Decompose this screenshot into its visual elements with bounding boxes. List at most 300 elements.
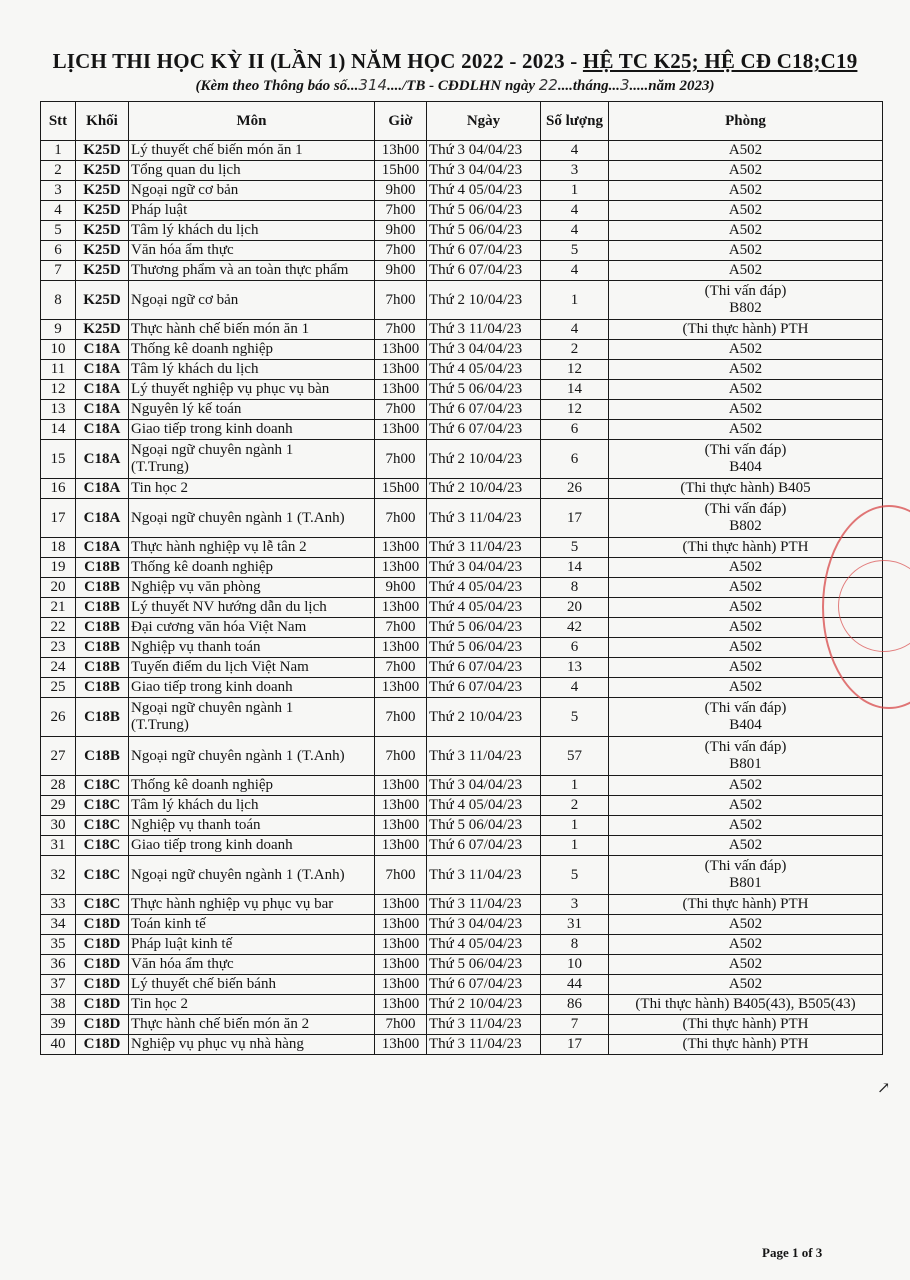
table-row bbox=[41, 698, 883, 737]
cell-so-luong: 14 bbox=[541, 558, 609, 578]
table-row bbox=[41, 638, 883, 658]
cell-phong: (Thi thực hành) PTH bbox=[609, 320, 883, 340]
cell-stt: 14 bbox=[41, 420, 76, 440]
cell-so-luong: 8 bbox=[541, 578, 609, 598]
col-header-stt: Stt bbox=[41, 102, 76, 141]
cell-mon: Ngoại ngữ cơ bản bbox=[129, 281, 375, 320]
cell-so-luong: 6 bbox=[541, 420, 609, 440]
cell-mon: Ngoại ngữ chuyên ngành 1 (T.Trung) bbox=[129, 698, 375, 737]
cell-stt: 11 bbox=[41, 360, 76, 380]
cell-mon: Thống kê doanh nghiệp bbox=[129, 340, 375, 360]
table-row bbox=[41, 161, 883, 181]
cell-ngay: Thứ 3 11/04/23 bbox=[427, 1015, 541, 1035]
cell-stt: 3 bbox=[41, 181, 76, 201]
cell-stt: 27 bbox=[41, 737, 76, 776]
cell-gio: 7h00 bbox=[375, 737, 427, 776]
cell-ngay: Thứ 3 11/04/23 bbox=[427, 856, 541, 895]
cell-phong: A502 bbox=[609, 420, 883, 440]
cell-mon: Tâm lý khách du lịch bbox=[129, 221, 375, 241]
table-row bbox=[41, 181, 883, 201]
table-row bbox=[41, 935, 883, 955]
cell-phong: A502 bbox=[609, 836, 883, 856]
cell-ngay: Thứ 5 06/04/23 bbox=[427, 618, 541, 638]
cell-gio: 7h00 bbox=[375, 440, 427, 479]
cell-khoi: C18A bbox=[76, 380, 129, 400]
cell-phong: A502 bbox=[609, 935, 883, 955]
cell-so-luong: 5 bbox=[541, 538, 609, 558]
cell-khoi: C18D bbox=[76, 1035, 129, 1055]
cell-mon: Tin học 2 bbox=[129, 479, 375, 499]
cell-ngay: Thứ 6 07/04/23 bbox=[427, 261, 541, 281]
cell-ngay: Thứ 4 05/04/23 bbox=[427, 360, 541, 380]
cell-stt: 21 bbox=[41, 598, 76, 618]
subtitle-suffix: .....năm 2023) bbox=[629, 78, 715, 94]
cell-ngay: Thứ 5 06/04/23 bbox=[427, 955, 541, 975]
col-header-ngay: Ngày bbox=[427, 102, 541, 141]
cell-phong: A502 bbox=[609, 558, 883, 578]
cell-so-luong: 3 bbox=[541, 161, 609, 181]
cell-gio: 9h00 bbox=[375, 181, 427, 201]
cell-stt: 6 bbox=[41, 241, 76, 261]
cell-phong: (Thi vấn đáp) B801 bbox=[609, 737, 883, 776]
cell-khoi: C18D bbox=[76, 955, 129, 975]
cell-khoi: C18A bbox=[76, 499, 129, 538]
table-row bbox=[41, 658, 883, 678]
document-subtitle bbox=[0, 76, 910, 95]
cell-gio: 13h00 bbox=[375, 598, 427, 618]
cell-khoi: C18A bbox=[76, 420, 129, 440]
cell-mon: Lý thuyết NV hướng dẫn du lịch bbox=[129, 598, 375, 618]
table-row bbox=[41, 836, 883, 856]
cell-stt: 17 bbox=[41, 499, 76, 538]
cell-phong: A502 bbox=[609, 678, 883, 698]
cell-khoi: C18C bbox=[76, 856, 129, 895]
cell-ngay: Thứ 2 10/04/23 bbox=[427, 440, 541, 479]
cell-phong: A502 bbox=[609, 261, 883, 281]
cell-ngay: Thứ 2 10/04/23 bbox=[427, 995, 541, 1015]
cell-phong: (Thi vấn đáp) B802 bbox=[609, 281, 883, 320]
cell-mon: Tin học 2 bbox=[129, 995, 375, 1015]
cell-ngay: Thứ 4 05/04/23 bbox=[427, 598, 541, 618]
cell-phong: A502 bbox=[609, 776, 883, 796]
cell-stt: 35 bbox=[41, 935, 76, 955]
cell-gio: 7h00 bbox=[375, 281, 427, 320]
cell-khoi: C18A bbox=[76, 360, 129, 380]
cell-so-luong: 6 bbox=[541, 440, 609, 479]
cell-ngay: Thứ 6 07/04/23 bbox=[427, 975, 541, 995]
cell-so-luong: 31 bbox=[541, 915, 609, 935]
cell-khoi: K25D bbox=[76, 320, 129, 340]
table-row bbox=[41, 895, 883, 915]
table-row bbox=[41, 479, 883, 499]
cell-stt: 38 bbox=[41, 995, 76, 1015]
exam-schedule-table bbox=[40, 101, 883, 1055]
cell-ngay: Thứ 4 05/04/23 bbox=[427, 796, 541, 816]
cell-stt: 7 bbox=[41, 261, 76, 281]
cell-phong: A502 bbox=[609, 340, 883, 360]
cell-stt: 12 bbox=[41, 380, 76, 400]
table-body bbox=[41, 141, 883, 1055]
subtitle-mid: ..../TB - CĐDLHN ngày bbox=[387, 78, 539, 94]
cell-gio: 13h00 bbox=[375, 380, 427, 400]
cell-gio: 13h00 bbox=[375, 796, 427, 816]
cell-mon: Thực hành chế biến món ăn 2 bbox=[129, 1015, 375, 1035]
cell-so-luong: 10 bbox=[541, 955, 609, 975]
table-row bbox=[41, 558, 883, 578]
cell-phong: (Thi thực hành) B405 bbox=[609, 479, 883, 499]
cell-phong: A502 bbox=[609, 658, 883, 678]
cell-gio: 7h00 bbox=[375, 658, 427, 678]
cell-phong: A502 bbox=[609, 201, 883, 221]
cell-gio: 13h00 bbox=[375, 995, 427, 1015]
cell-so-luong: 4 bbox=[541, 320, 609, 340]
title-underlined: HỆ TC K25; HỆ CĐ C18;C19 bbox=[582, 49, 858, 73]
cell-ngay: Thứ 6 07/04/23 bbox=[427, 658, 541, 678]
cell-ngay: Thứ 5 06/04/23 bbox=[427, 380, 541, 400]
cell-so-luong: 17 bbox=[541, 499, 609, 538]
cell-so-luong: 26 bbox=[541, 479, 609, 499]
cell-mon: Đại cương văn hóa Việt Nam bbox=[129, 618, 375, 638]
cell-mon: Nguyên lý kế toán bbox=[129, 400, 375, 420]
cell-khoi: C18B bbox=[76, 618, 129, 638]
cell-khoi: C18A bbox=[76, 479, 129, 499]
cell-mon: Pháp luật kinh tế bbox=[129, 935, 375, 955]
cell-ngay: Thứ 5 06/04/23 bbox=[427, 201, 541, 221]
table-row bbox=[41, 201, 883, 221]
cell-so-luong: 4 bbox=[541, 678, 609, 698]
cell-stt: 24 bbox=[41, 658, 76, 678]
cell-phong: (Thi thực hành) PTH bbox=[609, 1015, 883, 1035]
document-title bbox=[0, 49, 910, 74]
cell-phong: A502 bbox=[609, 598, 883, 618]
cell-ngay: Thứ 5 06/04/23 bbox=[427, 816, 541, 836]
cell-stt: 34 bbox=[41, 915, 76, 935]
cell-stt: 10 bbox=[41, 340, 76, 360]
cell-mon: Thương phẩm và an toàn thực phẩm bbox=[129, 261, 375, 281]
handwritten-day: 22 bbox=[538, 76, 558, 94]
cell-phong: (Thi thực hành) PTH bbox=[609, 538, 883, 558]
cell-so-luong: 12 bbox=[541, 400, 609, 420]
cell-khoi: C18A bbox=[76, 400, 129, 420]
table-row bbox=[41, 975, 883, 995]
table-row bbox=[41, 1015, 883, 1035]
cell-ngay: Thứ 3 11/04/23 bbox=[427, 538, 541, 558]
cell-gio: 13h00 bbox=[375, 638, 427, 658]
cell-khoi: K25D bbox=[76, 141, 129, 161]
handwritten-month: 3 bbox=[619, 76, 630, 94]
cell-gio: 13h00 bbox=[375, 935, 427, 955]
page-number: Page 1 of 3 bbox=[762, 1245, 823, 1260]
cell-khoi: C18C bbox=[76, 816, 129, 836]
cell-mon: Nghiệp vụ thanh toán bbox=[129, 816, 375, 836]
table-row bbox=[41, 796, 883, 816]
table-row bbox=[41, 955, 883, 975]
cell-so-luong: 86 bbox=[541, 995, 609, 1015]
cell-gio: 15h00 bbox=[375, 161, 427, 181]
cell-gio: 13h00 bbox=[375, 360, 427, 380]
cell-gio: 13h00 bbox=[375, 678, 427, 698]
table-row bbox=[41, 598, 883, 618]
cell-khoi: K25D bbox=[76, 261, 129, 281]
cell-phong: (Thi vấn đáp) B404 bbox=[609, 440, 883, 479]
cell-ngay: Thứ 3 11/04/23 bbox=[427, 895, 541, 915]
cell-so-luong: 17 bbox=[541, 1035, 609, 1055]
cell-khoi: C18B bbox=[76, 698, 129, 737]
table-row bbox=[41, 816, 883, 836]
table-row bbox=[41, 221, 883, 241]
cell-khoi: K25D bbox=[76, 241, 129, 261]
table-row bbox=[41, 340, 883, 360]
cell-so-luong: 14 bbox=[541, 380, 609, 400]
cell-phong: A502 bbox=[609, 161, 883, 181]
cell-ngay: Thứ 6 07/04/23 bbox=[427, 420, 541, 440]
cell-so-luong: 5 bbox=[541, 856, 609, 895]
cell-gio: 9h00 bbox=[375, 261, 427, 281]
cell-so-luong: 20 bbox=[541, 598, 609, 618]
cell-stt: 33 bbox=[41, 895, 76, 915]
table-row bbox=[41, 776, 883, 796]
cell-mon: Thực hành nghiệp vụ lễ tân 2 bbox=[129, 538, 375, 558]
cell-khoi: C18D bbox=[76, 1015, 129, 1035]
cell-so-luong: 8 bbox=[541, 935, 609, 955]
cell-so-luong: 5 bbox=[541, 698, 609, 737]
cell-ngay: Thứ 5 06/04/23 bbox=[427, 221, 541, 241]
cell-stt: 5 bbox=[41, 221, 76, 241]
cell-ngay: Thứ 3 11/04/23 bbox=[427, 320, 541, 340]
cell-phong: A502 bbox=[609, 241, 883, 261]
table-row bbox=[41, 1035, 883, 1055]
cell-so-luong: 5 bbox=[541, 241, 609, 261]
cell-ngay: Thứ 5 06/04/23 bbox=[427, 638, 541, 658]
cell-gio: 15h00 bbox=[375, 479, 427, 499]
cell-khoi: C18B bbox=[76, 598, 129, 618]
cell-stt: 13 bbox=[41, 400, 76, 420]
cell-khoi: K25D bbox=[76, 161, 129, 181]
cell-ngay: Thứ 3 11/04/23 bbox=[427, 499, 541, 538]
cell-gio: 13h00 bbox=[375, 558, 427, 578]
cell-mon: Văn hóa ẩm thực bbox=[129, 241, 375, 261]
cell-ngay: Thứ 6 07/04/23 bbox=[427, 400, 541, 420]
cell-khoi: C18A bbox=[76, 538, 129, 558]
cell-ngay: Thứ 4 05/04/23 bbox=[427, 181, 541, 201]
cell-khoi: C18D bbox=[76, 995, 129, 1015]
cell-khoi: C18A bbox=[76, 340, 129, 360]
cell-khoi: C18C bbox=[76, 796, 129, 816]
table-row bbox=[41, 360, 883, 380]
cell-so-luong: 12 bbox=[541, 360, 609, 380]
cell-stt: 4 bbox=[41, 201, 76, 221]
cell-phong: A502 bbox=[609, 915, 883, 935]
table-row bbox=[41, 261, 883, 281]
table-row bbox=[41, 618, 883, 638]
cell-khoi: C18B bbox=[76, 658, 129, 678]
cell-mon: Tổng quan du lịch bbox=[129, 161, 375, 181]
cell-so-luong: 2 bbox=[541, 340, 609, 360]
cell-phong: A502 bbox=[609, 360, 883, 380]
cell-phong: (Thi vấn đáp) B404 bbox=[609, 698, 883, 737]
cell-khoi: C18B bbox=[76, 578, 129, 598]
cell-ngay: Thứ 2 10/04/23 bbox=[427, 479, 541, 499]
handwritten-number: 314 bbox=[358, 76, 388, 94]
table-row bbox=[41, 400, 883, 420]
cell-phong: (Thi thực hành) PTH bbox=[609, 895, 883, 915]
cell-mon: Lý thuyết nghiệp vụ phục vụ bàn bbox=[129, 380, 375, 400]
cell-stt: 2 bbox=[41, 161, 76, 181]
cell-phong: (Thi thực hành) PTH bbox=[609, 1035, 883, 1055]
cell-stt: 32 bbox=[41, 856, 76, 895]
cell-stt: 26 bbox=[41, 698, 76, 737]
cell-mon: Thực hành chế biến món ăn 1 bbox=[129, 320, 375, 340]
cell-so-luong: 1 bbox=[541, 836, 609, 856]
cell-mon: Nghiệp vụ văn phòng bbox=[129, 578, 375, 598]
cell-mon: Giao tiếp trong kinh doanh bbox=[129, 420, 375, 440]
table-row bbox=[41, 678, 883, 698]
cell-so-luong: 1 bbox=[541, 181, 609, 201]
table-row bbox=[41, 737, 883, 776]
cell-mon: Văn hóa ẩm thực bbox=[129, 955, 375, 975]
cell-khoi: C18D bbox=[76, 935, 129, 955]
table-row bbox=[41, 578, 883, 598]
cell-mon: Toán kinh tế bbox=[129, 915, 375, 935]
cell-stt: 16 bbox=[41, 479, 76, 499]
cell-phong: A502 bbox=[609, 638, 883, 658]
table-row bbox=[41, 856, 883, 895]
cell-gio: 13h00 bbox=[375, 538, 427, 558]
cell-so-luong: 1 bbox=[541, 281, 609, 320]
cell-stt: 28 bbox=[41, 776, 76, 796]
cell-phong: (Thi vấn đáp) B802 bbox=[609, 499, 883, 538]
cell-stt: 40 bbox=[41, 1035, 76, 1055]
cell-mon: Thực hành nghiệp vụ phục vụ bar bbox=[129, 895, 375, 915]
table-row bbox=[41, 915, 883, 935]
cell-ngay: Thứ 3 04/04/23 bbox=[427, 558, 541, 578]
cell-phong: A502 bbox=[609, 380, 883, 400]
cell-khoi: C18C bbox=[76, 836, 129, 856]
cell-gio: 7h00 bbox=[375, 400, 427, 420]
cell-khoi: C18B bbox=[76, 678, 129, 698]
cell-ngay: Thứ 3 04/04/23 bbox=[427, 915, 541, 935]
cell-khoi: K25D bbox=[76, 281, 129, 320]
cell-ngay: Thứ 6 07/04/23 bbox=[427, 241, 541, 261]
cell-stt: 36 bbox=[41, 955, 76, 975]
cell-khoi: C18B bbox=[76, 638, 129, 658]
cell-khoi: C18D bbox=[76, 975, 129, 995]
cell-stt: 1 bbox=[41, 141, 76, 161]
cell-gio: 13h00 bbox=[375, 955, 427, 975]
cell-phong: A502 bbox=[609, 796, 883, 816]
cell-phong: (Thi thực hành) B405(43), B505(43) bbox=[609, 995, 883, 1015]
cell-khoi: K25D bbox=[76, 181, 129, 201]
cell-mon: Ngoại ngữ chuyên ngành 1 (T.Trung) bbox=[129, 440, 375, 479]
cell-so-luong: 1 bbox=[541, 816, 609, 836]
table-row bbox=[41, 320, 883, 340]
cell-so-luong: 42 bbox=[541, 618, 609, 638]
cell-stt: 18 bbox=[41, 538, 76, 558]
cell-ngay: Thứ 3 04/04/23 bbox=[427, 340, 541, 360]
cell-gio: 9h00 bbox=[375, 578, 427, 598]
table-row bbox=[41, 141, 883, 161]
cell-so-luong: 13 bbox=[541, 658, 609, 678]
cell-mon: Thống kê doanh nghiệp bbox=[129, 558, 375, 578]
cell-stt: 20 bbox=[41, 578, 76, 598]
cell-khoi: C18B bbox=[76, 558, 129, 578]
cell-so-luong: 7 bbox=[541, 1015, 609, 1035]
cell-gio: 13h00 bbox=[375, 895, 427, 915]
cell-gio: 7h00 bbox=[375, 698, 427, 737]
cell-stt: 37 bbox=[41, 975, 76, 995]
cell-phong: A502 bbox=[609, 400, 883, 420]
cell-gio: 13h00 bbox=[375, 975, 427, 995]
cell-stt: 25 bbox=[41, 678, 76, 698]
cell-phong: A502 bbox=[609, 181, 883, 201]
cell-ngay: Thứ 4 05/04/23 bbox=[427, 935, 541, 955]
cell-mon: Tuyến điểm du lịch Việt Nam bbox=[129, 658, 375, 678]
pen-mark-icon: ↗ bbox=[877, 1080, 891, 1097]
cell-phong: A502 bbox=[609, 221, 883, 241]
cell-phong: A502 bbox=[609, 141, 883, 161]
cell-phong: A502 bbox=[609, 618, 883, 638]
cell-khoi: C18B bbox=[76, 737, 129, 776]
cell-stt: 31 bbox=[41, 836, 76, 856]
cell-so-luong: 4 bbox=[541, 221, 609, 241]
col-header-so-luong: Số lượng bbox=[541, 102, 609, 141]
table-row bbox=[41, 499, 883, 538]
col-header-mon: Môn bbox=[129, 102, 375, 141]
cell-stt: 39 bbox=[41, 1015, 76, 1035]
cell-phong: (Thi vấn đáp) B801 bbox=[609, 856, 883, 895]
cell-gio: 13h00 bbox=[375, 776, 427, 796]
col-header-gio: Giờ bbox=[375, 102, 427, 141]
cell-mon: Giao tiếp trong kinh doanh bbox=[129, 836, 375, 856]
cell-khoi: C18C bbox=[76, 776, 129, 796]
cell-gio: 13h00 bbox=[375, 915, 427, 935]
cell-gio: 7h00 bbox=[375, 320, 427, 340]
cell-gio: 13h00 bbox=[375, 420, 427, 440]
cell-stt: 30 bbox=[41, 816, 76, 836]
cell-khoi: K25D bbox=[76, 201, 129, 221]
col-header-khoi: Khối bbox=[76, 102, 129, 141]
table-row bbox=[41, 420, 883, 440]
cell-so-luong: 57 bbox=[541, 737, 609, 776]
cell-mon: Tâm lý khách du lịch bbox=[129, 796, 375, 816]
cell-mon: Tâm lý khách du lịch bbox=[129, 360, 375, 380]
cell-ngay: Thứ 6 07/04/23 bbox=[427, 836, 541, 856]
cell-mon: Lý thuyết chế biến món ăn 1 bbox=[129, 141, 375, 161]
cell-so-luong: 2 bbox=[541, 796, 609, 816]
cell-stt: 15 bbox=[41, 440, 76, 479]
cell-mon: Ngoại ngữ chuyên ngành 1 (T.Anh) bbox=[129, 499, 375, 538]
cell-phong: A502 bbox=[609, 816, 883, 836]
cell-mon: Pháp luật bbox=[129, 201, 375, 221]
cell-mon: Ngoại ngữ cơ bản bbox=[129, 181, 375, 201]
cell-so-luong: 6 bbox=[541, 638, 609, 658]
cell-stt: 8 bbox=[41, 281, 76, 320]
cell-ngay: Thứ 3 04/04/23 bbox=[427, 141, 541, 161]
cell-khoi: C18C bbox=[76, 895, 129, 915]
cell-stt: 9 bbox=[41, 320, 76, 340]
cell-khoi: C18A bbox=[76, 440, 129, 479]
cell-gio: 7h00 bbox=[375, 499, 427, 538]
cell-gio: 9h00 bbox=[375, 221, 427, 241]
cell-mon: Thống kê doanh nghiệp bbox=[129, 776, 375, 796]
cell-mon: Giao tiếp trong kinh doanh bbox=[129, 678, 375, 698]
cell-phong: A502 bbox=[609, 955, 883, 975]
cell-ngay: Thứ 2 10/04/23 bbox=[427, 698, 541, 737]
cell-so-luong: 4 bbox=[541, 201, 609, 221]
cell-phong: A502 bbox=[609, 975, 883, 995]
cell-mon: Lý thuyết chế biến bánh bbox=[129, 975, 375, 995]
cell-stt: 29 bbox=[41, 796, 76, 816]
